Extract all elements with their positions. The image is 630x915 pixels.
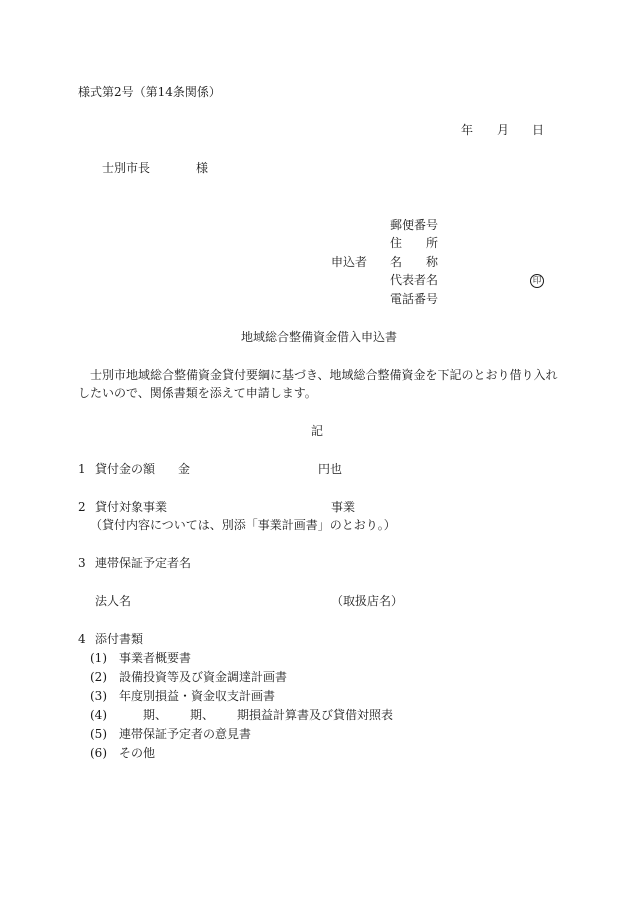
attachment-4-number: (4) — [90, 708, 107, 722]
attachment-6-text: その他 — [119, 746, 156, 760]
attachment-5-number: (5) — [90, 727, 107, 741]
attachment-4-part-1: 期、 — [143, 708, 168, 722]
attachment-4-part-3: 期損益計算書及び貸借対照表 — [237, 708, 394, 722]
date-day: 日 — [532, 123, 545, 137]
item-1-number: 1 — [78, 462, 86, 476]
attachment-4-part-2: 期、 — [190, 708, 215, 722]
date-month: 月 — [497, 123, 510, 137]
item-3-label: 連帯保証予定者名 — [95, 556, 192, 570]
attachment-2-text: 設備投資等及び資金調達計画書 — [119, 670, 288, 684]
project-note: （貸付内容については、別添「事業計画書」のとおり。） — [90, 518, 396, 532]
item-1-label: 貸付金の額 — [95, 462, 156, 476]
phone-label: 電話番号 — [390, 292, 439, 306]
loan-unit: 円也 — [318, 462, 343, 476]
branch-name-label: （取扱店名） — [331, 594, 404, 608]
address-label: 住 所 — [390, 236, 439, 250]
item-2-number: 2 — [78, 500, 86, 514]
applicant-label: 申込者 — [331, 255, 368, 269]
addressee-honorific: 様 — [196, 161, 209, 175]
body-text-line-1: 士別市地域総合整備資金貸付要綱に基づき、地域総合整備資金を下記のとおり借り入れ — [90, 368, 558, 382]
attachment-3-text: 年度別損益・資金収支計画書 — [119, 689, 276, 703]
attachment-2-number: (2) — [90, 670, 107, 684]
project-suffix: 事業 — [331, 500, 356, 514]
document-title: 地域総合整備資金借入申込書 — [241, 330, 398, 344]
seal-mark — [530, 273, 544, 288]
attachment-1-number: (1) — [90, 651, 107, 665]
date-year: 年 — [461, 123, 474, 137]
item-2-label: 貸付対象事業 — [95, 500, 168, 514]
postal-code-label: 郵便番号 — [390, 218, 439, 232]
form-number: 様式第2号（第14条関係） — [78, 85, 221, 99]
item-4-label: 添付書類 — [95, 632, 144, 646]
attachment-1-text: 事業者概要書 — [119, 651, 192, 665]
corporation-name-label: 法人名 — [95, 594, 132, 608]
attachment-6-number: (6) — [90, 746, 107, 760]
addressee-title: 士別市長 — [102, 161, 151, 175]
attachment-5-text: 連帯保証予定者の意見書 — [119, 727, 252, 741]
item-3-number: 3 — [78, 556, 86, 570]
loan-currency: 金 — [178, 462, 191, 476]
body-text-line-2: したいので、関係書類を添えて申請します。 — [78, 386, 317, 400]
ki-heading: 記 — [311, 424, 324, 438]
attachment-3-number: (3) — [90, 689, 107, 703]
seal-icon: 印 — [530, 274, 544, 288]
company-name-label: 名 称 — [390, 255, 439, 269]
item-4-number: 4 — [78, 632, 86, 646]
representative-label: 代表者名 — [390, 273, 439, 287]
